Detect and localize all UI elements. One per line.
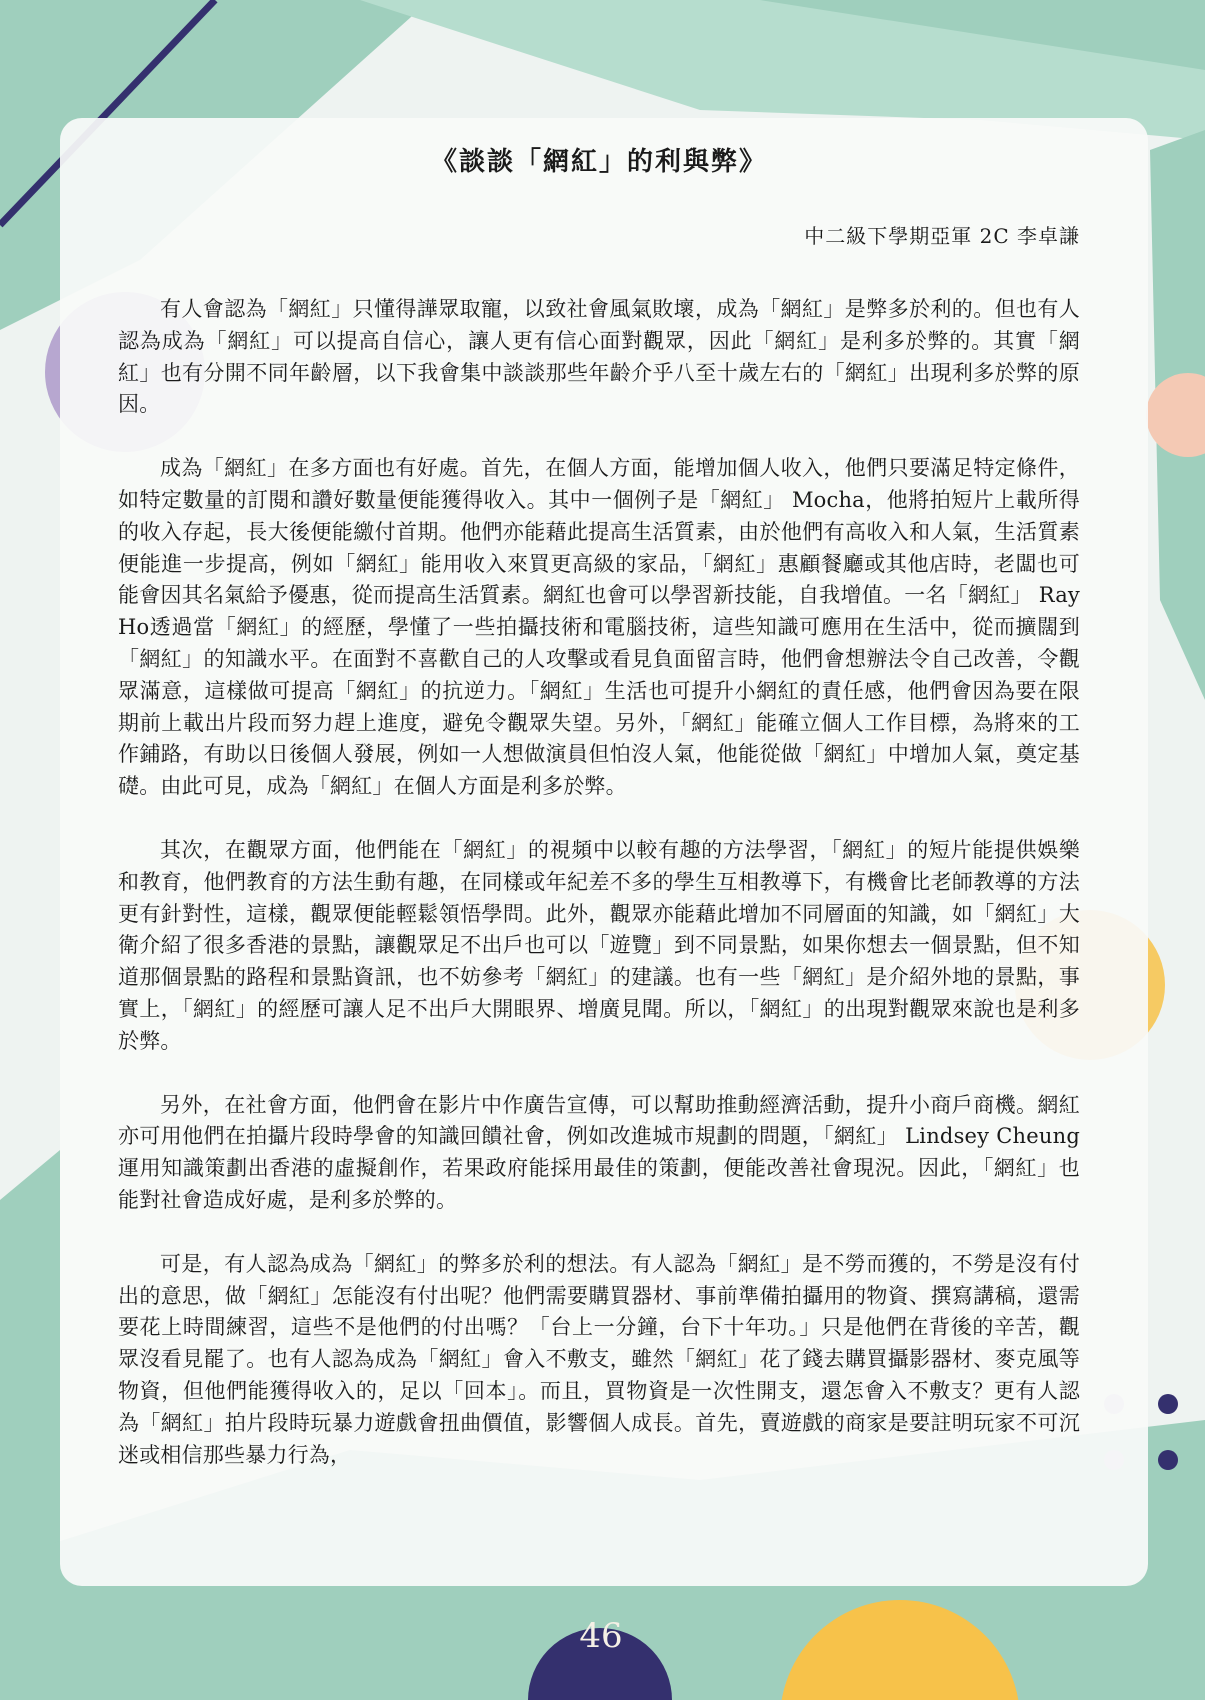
paragraph-intro: 有人會認為「網紅」只懂得譁眾取寵，以致社會風氣敗壞，成為「網紅」是弊多於利的。但也有人認為成為「網紅」可以提高自信心，讓人更有信心面對觀眾，因此「網紅」是利多於弊的。其實「網紅」也有分開不同年齡層，以下我會集中談談那些年齡介乎八至十歲左右的「網紅」出現利多於弊的原因。 <box>118 297 1080 417</box>
paragraph-personal: 成為「網紅」在多方面也有好處。首先，在個人方面，能增加個人收入，他們只要滿足特定條件，如特定數量的訂閱和讚好數量便能獲得收入。其中一個例子是「網紅」 Mocha，他將拍短片上載所得的收入存起，長大後便能繳付首期。他們亦能藉此提高生活質素，由於他們有高收入和人氣，生活質素便能進一步提高，例如「網紅」能用收入來買更高級的家品，「網紅」惠顧餐廳或其他店時，老闆也可能會因其名氣給予優惠，從而提高生活質素。網紅也會可以學習新技能，自我增值。一名「網紅」 Ray Ho透過當「網紅」的經歷，學懂了一些拍攝技術和電腦技術，這些知識可應用在生活中，從而擴闊到「網紅」的知識水平。在面對不喜歡自己的人攻擊或看見負面留言時，他們會想辦法令自己改善，令觀眾滿意，這樣做可提高「網紅」的抗逆力。「網紅」生活也可提升小網紅的責任感，他們會因為要在限期前上載出片段而努力趕上進度，避免令觀眾失望。另外，「網紅」能確立個人工作目標，為將來的工作鋪路，有助以日後個人發展，例如一人想做演員但怕沒人氣，他能從做「網紅」中增加人氣，奠定基礎。由此可見，成為「網紅」在個人方面是利多於弊。 <box>118 456 1080 799</box>
article <box>118 142 1080 1471</box>
article-title: 《談談「網紅」的利與弊》 <box>430 147 767 177</box>
page-number: 46 <box>579 1616 623 1656</box>
dot <box>1158 1450 1178 1470</box>
paragraph-counter: 可是，有人認為成為「網紅」的弊多於利的想法。有人認為「網紅」是不勞而獲的，不勞是沒有付出的意思，做「網紅」怎能沒有付出呢？他們需要購買器材、事前準備拍攝用的物資、撰寫講稿，還需要花上時間練習，這些不是他們的付出嗎？「台上一分鐘，台下十年功。」只是他們在背後的辛苦，觀眾沒看見罷了。也有人認為成為「網紅」會入不敷支，雖然「網紅」花了錢去購買攝影器材、麥克風等物資，但他們能獲得收入的，足以「回本」。而且，買物資是一次性開支，還怎會入不敷支？更有人認為「網紅」拍片段時玩暴力遊戲會扭曲價值，影響個人成長。首先，賣遊戲的商家是要註明玩家不可沉迷或相信那些暴力行為， <box>118 1251 1080 1467</box>
paragraph-society: 另外，在社會方面，他們會在影片中作廣告宣傳，可以幫助推動經濟活動，提升小商戶商機。網紅亦可用他們在拍攝片段時學會的知識回饋社會，例如改進城市規劃的問題，「網紅」 Lindsey Cheung運用知識策劃出香港的虛擬創作，若果政府能採用最佳的策劃，便能改善社會現況。因此，「網紅」也能對社會造成好處，是利多於弊的。 <box>118 1092 1080 1212</box>
author-line: 中二級下學期亞軍 2C 李卓謙 <box>804 224 1080 248</box>
dot <box>1158 1394 1178 1414</box>
paragraph-audience: 其次，在觀眾方面，他們能在「網紅」的視頻中以較有趣的方法學習，「網紅」的短片能提供娛樂和教育，他們教育的方法生動有趣，在同樣或年紀差不多的學生互相教導下，有機會比老師教導的方法更有針對性，這樣，觀眾便能輕鬆領悟學問。此外，觀眾亦能藉此增加不同層面的知識，如「網紅」大衛介紹了很多香港的景點，讓觀眾足不出戶也可以「遊覽」到不同景點，如果你想去一個景點，但不知道那個景點的路程和景點資訊，也不妨參考「網紅」的建議。也有一些「網紅」是介紹外地的景點，事實上，「網紅」的經歷可讓人足不出戶大開眼界、增廣見聞。所以，「網紅」的出現對觀眾來說也是利多於弊。 <box>118 837 1080 1053</box>
